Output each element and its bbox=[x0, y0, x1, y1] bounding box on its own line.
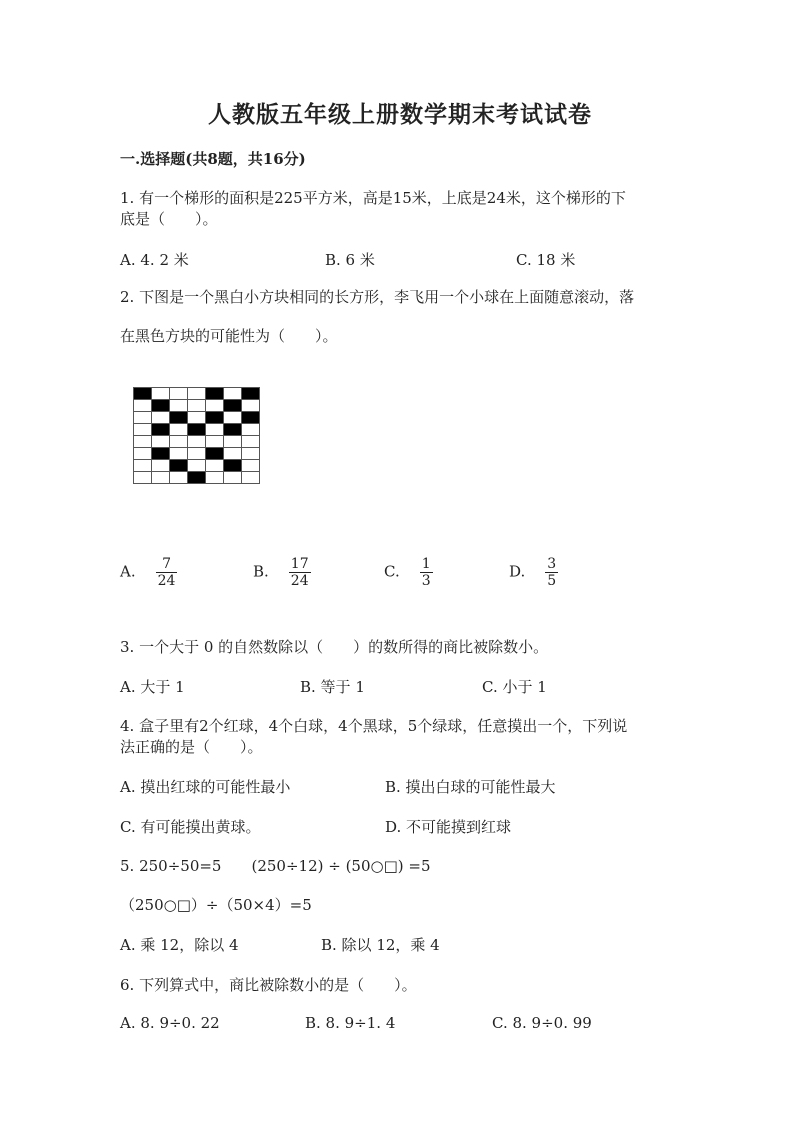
grid-cell-white bbox=[206, 436, 224, 448]
q1-option-c: C. 18 米 bbox=[516, 251, 576, 269]
q3-option-c: C. 小于 1 bbox=[482, 678, 547, 696]
grid-cell-black bbox=[206, 448, 224, 460]
grid-cell-white bbox=[152, 412, 170, 424]
q5-option-a: A. 乘 12，除以 4 bbox=[120, 936, 239, 954]
option-label: A. bbox=[120, 562, 136, 581]
grid-cell-black bbox=[170, 460, 188, 472]
grid-cell-white bbox=[170, 424, 188, 436]
grid-cell-black bbox=[188, 424, 206, 436]
q4-text-line2: 法正确的是（ ）。 bbox=[120, 738, 263, 756]
grid-cell-white bbox=[134, 460, 152, 472]
q4-option-c: C. 有可能摸出黄球。 bbox=[120, 818, 261, 836]
grid-cell-white bbox=[242, 424, 260, 436]
grid-cell-black bbox=[152, 424, 170, 436]
fraction-7-24: $\frac{7}{24}$ bbox=[157, 556, 176, 589]
grid-cell-white bbox=[134, 472, 152, 484]
option-label: D. bbox=[509, 562, 526, 581]
grid-cell-white bbox=[152, 460, 170, 472]
grid-cell-white bbox=[242, 448, 260, 460]
grid-cell-white bbox=[206, 400, 224, 412]
grid-cell-black bbox=[170, 412, 188, 424]
grid-row bbox=[134, 472, 260, 484]
grid-cell-white bbox=[224, 412, 242, 424]
grid-cell-white bbox=[152, 436, 170, 448]
grid-cell-white bbox=[170, 388, 188, 400]
grid-cell-white bbox=[224, 436, 242, 448]
q1-option-b: B. 6 米 bbox=[325, 251, 375, 269]
grid-cell-white bbox=[188, 436, 206, 448]
grid-row bbox=[134, 436, 260, 448]
q2-option-c bbox=[384, 556, 433, 589]
grid-cell-black bbox=[242, 412, 260, 424]
q3-option-b: B. 等于 1 bbox=[300, 678, 365, 696]
grid-cell-white bbox=[134, 436, 152, 448]
grid-cell-white bbox=[152, 472, 170, 484]
grid-cell-white bbox=[206, 424, 224, 436]
grid-cell-white bbox=[188, 448, 206, 460]
q2-option-a bbox=[120, 556, 177, 589]
fraction-1-3: $\frac{1}{3}$ bbox=[421, 556, 431, 589]
grid-cell-white bbox=[134, 448, 152, 460]
grid-cell-black bbox=[152, 448, 170, 460]
grid-cell-white bbox=[170, 436, 188, 448]
checkerboard-grid bbox=[133, 387, 260, 484]
grid-row bbox=[134, 460, 260, 472]
grid-cell-white bbox=[206, 460, 224, 472]
grid-row bbox=[134, 400, 260, 412]
grid-cell-white bbox=[170, 448, 188, 460]
fraction-3-5: $\frac{3}{5}$ bbox=[547, 556, 557, 589]
grid-cell-black bbox=[224, 400, 242, 412]
grid-cell-black bbox=[134, 388, 152, 400]
grid-cell-white bbox=[134, 412, 152, 424]
q5-text-line1: 5. 250÷50=5 (250÷12) ÷ (50○□) =5 bbox=[120, 857, 431, 875]
option-label: C. bbox=[384, 562, 400, 581]
q1-text-line2: 底是（ ）。 bbox=[120, 210, 218, 228]
q6-text: 6. 下列算式中，商比被除数小的是（ ）。 bbox=[120, 976, 417, 994]
grid-row bbox=[134, 424, 260, 436]
grid-cell-white bbox=[224, 388, 242, 400]
grid-cell-white bbox=[188, 400, 206, 412]
grid-row bbox=[134, 388, 260, 400]
grid-cell-white bbox=[206, 472, 224, 484]
q6-option-c: C. 8. 9÷0. 99 bbox=[492, 1014, 592, 1032]
section-heading: 一.选择题(共8题，共16分) bbox=[120, 150, 306, 168]
q4-text-line1: 4. 盒子里有2个红球，4个白球，4个黑球，5个绿球，任意摸出一个，下列说 bbox=[120, 717, 628, 735]
q6-option-a: A. 8. 9÷0. 22 bbox=[120, 1014, 220, 1032]
q4-option-d: D. 不可能摸到红球 bbox=[385, 818, 512, 836]
grid-cell-white bbox=[152, 388, 170, 400]
fraction-17-24: $\frac{17}{24}$ bbox=[290, 556, 309, 589]
q2-text-line1: 2. 下图是一个黑白小方块相同的长方形，李飞用一个小球在上面随意滚动，落 bbox=[120, 288, 635, 306]
grid-cell-black bbox=[206, 388, 224, 400]
grid-cell-black bbox=[206, 412, 224, 424]
q5-text-line2: （250○□）÷（50×4）=5 bbox=[120, 896, 312, 914]
grid-cell-black bbox=[242, 388, 260, 400]
grid-cell-white bbox=[170, 472, 188, 484]
q2-option-b bbox=[253, 556, 311, 589]
q3-option-a: A. 大于 1 bbox=[120, 678, 185, 696]
grid-cell-white bbox=[170, 400, 188, 412]
grid-cell-white bbox=[242, 436, 260, 448]
grid-cell-white bbox=[134, 400, 152, 412]
q4-option-a: A. 摸出红球的可能性最小 bbox=[120, 778, 291, 796]
q4-option-b: B. 摸出白球的可能性最大 bbox=[385, 778, 556, 796]
grid-cell-black bbox=[188, 472, 206, 484]
q2-text-line2: 在黑色方块的可能性为（ ）。 bbox=[120, 327, 338, 345]
grid-cell-black bbox=[224, 424, 242, 436]
page-title: 人教版五年级上册数学期末考试试卷 bbox=[208, 101, 592, 128]
q6-option-b: B. 8. 9÷1. 4 bbox=[305, 1014, 396, 1032]
grid-cell-white bbox=[242, 460, 260, 472]
grid-row bbox=[134, 448, 260, 460]
grid-cell-white bbox=[242, 400, 260, 412]
q1-text-line1: 1. 有一个梯形的面积是225平方米，高是15米，上底是24米，这个梯形的下 bbox=[120, 189, 626, 207]
q5-option-b: B. 除以 12，乘 4 bbox=[321, 936, 440, 954]
grid-cell-white bbox=[188, 460, 206, 472]
grid-cell-white bbox=[224, 448, 242, 460]
q1-option-a: A. 4. 2 米 bbox=[120, 251, 189, 269]
grid-row bbox=[134, 412, 260, 424]
q3-text: 3. 一个大于 0 的自然数除以（ ）的数所得的商比被除数小。 bbox=[120, 638, 549, 656]
grid-cell-black bbox=[152, 400, 170, 412]
grid-cell-white bbox=[134, 424, 152, 436]
grid-cell-black bbox=[224, 460, 242, 472]
grid-cell-white bbox=[224, 472, 242, 484]
grid-cell-white bbox=[188, 388, 206, 400]
q2-option-d bbox=[509, 556, 558, 589]
option-label: B. bbox=[253, 562, 269, 581]
grid-cell-white bbox=[242, 472, 260, 484]
grid-cell-white bbox=[188, 412, 206, 424]
